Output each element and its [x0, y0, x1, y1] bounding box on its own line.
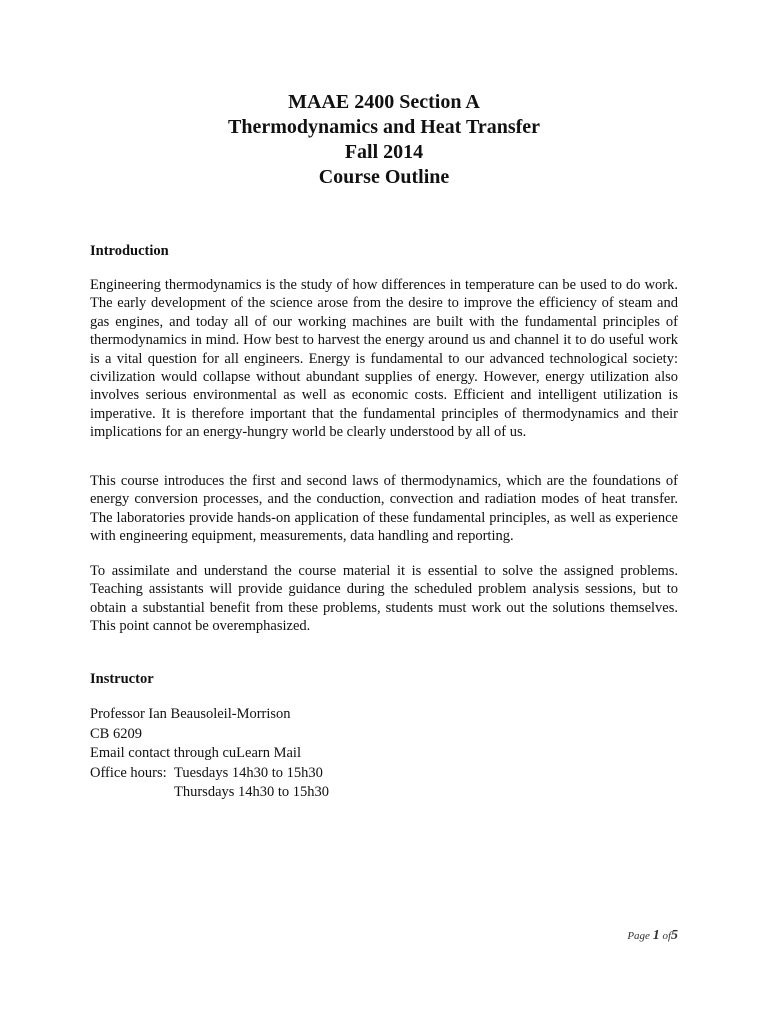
term-title: Fall 2014: [344, 141, 424, 163]
instructor-name: Professor Ian Beausoleil-Morrison: [90, 706, 291, 722]
office-hours: [90, 764, 329, 803]
office-hours-thursday: Thursdays 14h30 to 15h30: [174, 784, 330, 800]
page-word: Page: [627, 930, 650, 942]
intro-paragraph-2: This course introduces the first and second laws of thermodynamics, which are the foundations of energy conversion processes, and the conduction, convection and radiation modes of heat transfer. The laboratories provide hands-on application of these fundamental principles, as well as experience with engineering equipment, measurements, data handling and reporting.: [90, 473, 678, 545]
document-title: [0, 90, 768, 190]
office-hours-label: Office hours:: [90, 764, 167, 781]
office-hours-tuesday: Tuesdays 14h30 to 15h30: [174, 764, 323, 781]
outline-title: Course Outline: [318, 166, 450, 188]
page-current: 1: [652, 928, 660, 943]
instructor-heading: Instructor: [90, 671, 154, 687]
instructor-contact: [90, 705, 329, 803]
intro-paragraph-1: Engineering thermodynamics is the study of how differences in temperature can be used to do work. The early development of the science arose from the desire to improve the efficiency of steam and gas engines, and today all of our working machines are built with the fundamental principles of thermodynamics in mind. How best to harvest the energy around us and channel it to do useful work is a vital question for all engineers. Energy is fundamental to our advanced technological society: civilization would collapse without abundant supplies of energy. However, energy utilization also involves serious environmental as well as economic costs. Efficient and intelligent utilization is imperative. It is therefore important that the fundamental principles of thermodynamics and their implications for an energy-hungry world be clearly understood by all of us.: [90, 277, 678, 441]
page-number: [627, 928, 678, 944]
introduction-heading: Introduction: [90, 243, 169, 259]
course-code-title: MAAE 2400 Section A: [288, 91, 480, 113]
instructor-email: Email contact through cuLearn Mail: [90, 745, 301, 761]
course-name-title: Thermodynamics and Heat Transfer: [227, 116, 541, 138]
intro-paragraph-3: To assimilate and understand the course material it is essential to solve the assigned problems. Teaching assistants will provide guidance during the scheduled problem analysis sessions, but to obtain a substantial benefit from these problems, students must work out the solutions themselves. This point cannot be overemphasized.: [90, 563, 678, 635]
instructor-office: CB 6209: [90, 725, 142, 742]
office-hours-list: [174, 764, 329, 803]
of-word: of: [662, 930, 671, 942]
page-total: 5: [671, 928, 678, 943]
